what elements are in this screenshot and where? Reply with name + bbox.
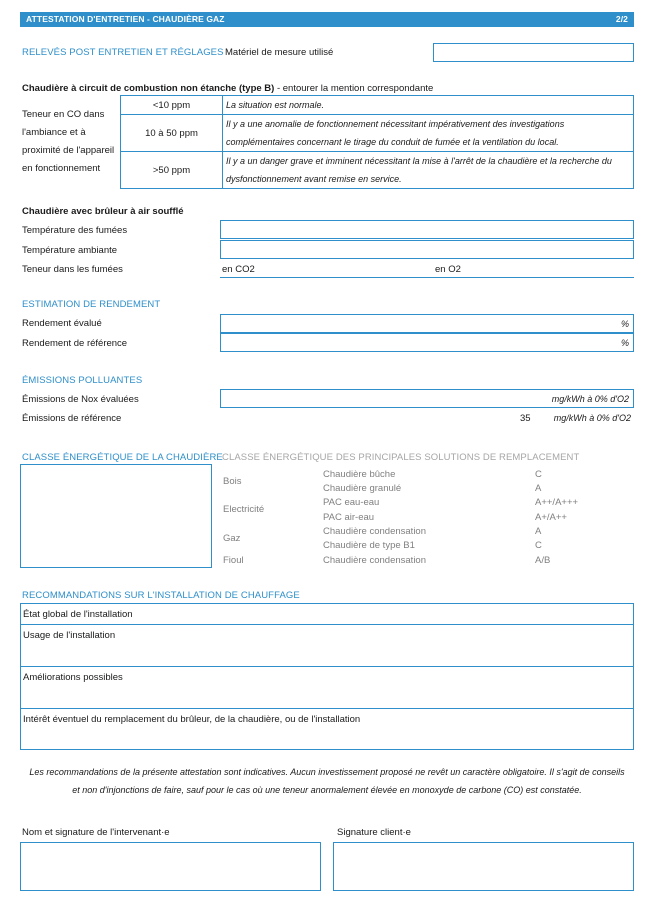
- etat-label: État global de l'installation: [23, 609, 133, 620]
- materiel-label: Matériel de mesure utilisé: [225, 47, 334, 58]
- document-title: ATTESTATION D'ENTRETIEN - CHAUDIÈRE GAZ: [26, 14, 225, 24]
- temp-fumees-input[interactable]: [220, 220, 634, 239]
- solution-class: C: [535, 469, 542, 480]
- energy-label-fioul: Fioul: [223, 555, 244, 566]
- classe-remplacement-title: CLASSE ÉNERGÉTIQUE DES PRINCIPALES SOLUTIONS DE REMPLACEMENT: [222, 452, 580, 463]
- energy-label-electricite: Electricité: [223, 504, 265, 515]
- solution-class: A/B: [535, 555, 551, 566]
- co-range-cell[interactable]: >50 ppm: [121, 152, 223, 189]
- rendement-reference-label: Rendement de référence: [22, 338, 128, 349]
- disclaimer-note: Les recommandations de la présente attestation sont indicatives. Aucun investissement proposé ne revêt un caractère obligatoire. Il s'agit de conseils et non d'injonctions de faire, sauf pour le cas où une teneur anormalement élevée en monoxyde de carbone (CO) est constatée.: [29, 767, 625, 795]
- co2-label: en CO2: [222, 264, 255, 275]
- classe-chaudiere-title: CLASSE ÉNERGÉTIQUE DE LA CHAUDIÈRE: [22, 452, 223, 463]
- o2-label: en O2: [435, 264, 461, 275]
- materiel-input[interactable]: [433, 43, 634, 62]
- co-message-cell: Il y a une anomalie de fonctionnement nécessitant impérativement des investigations complémentaires concernant le tirage du conduit de fumée et la ventilation du local.: [223, 115, 634, 152]
- rendement-evalue-unit: %: [620, 319, 629, 329]
- emissions-ref-value: 35: [520, 413, 531, 424]
- co-message-cell: Il y a un danger grave et imminent nécessitant la mise à l'arrêt de la chaudière et la recherche du dysfonctionnement avant remise en service.: [223, 152, 634, 189]
- solution-class: A+/A++: [535, 512, 567, 523]
- solution-name: Chaudière de type B1: [323, 540, 415, 551]
- signature-intervenant-box[interactable]: [20, 842, 321, 891]
- rendement-evalue-label: Rendement évalué: [22, 318, 102, 329]
- solution-class: A++/A+++: [535, 497, 579, 508]
- interet-input[interactable]: [21, 709, 633, 749]
- co-range-cell[interactable]: <10 ppm: [121, 96, 223, 115]
- solution-class: A: [535, 526, 542, 537]
- signature-intervenant-label: Nom et signature de l'intervenant·e: [22, 827, 170, 838]
- co-row: [121, 152, 634, 189]
- releves-section-title: RELEVÉS POST ENTRETIEN ET RÉGLAGES: [22, 47, 224, 58]
- interet-label: Intérêt éventuel du remplacement du brûleur, de la chaudière, ou de l'installation: [23, 714, 361, 725]
- solution-class: C: [535, 540, 542, 551]
- solution-name: Chaudière bûche: [323, 469, 396, 480]
- nox-label: Émissions de Nox évaluées: [22, 394, 139, 405]
- solution-name: Chaudière condensation: [323, 555, 426, 566]
- solution-class: A: [535, 483, 542, 494]
- emissions-ref-label: Émissions de référence: [22, 413, 122, 424]
- emissions-section-title: ÉMISSIONS POLLUANTES: [22, 375, 143, 386]
- nox-input[interactable]: [220, 389, 634, 408]
- nox-unit: mg/kWh à 0% d'O2: [551, 394, 629, 404]
- signature-client-label: Signature client·e: [337, 827, 411, 838]
- classe-chaudiere-box[interactable]: [20, 464, 212, 568]
- rendement-evalue-input[interactable]: [220, 314, 634, 333]
- rendement-section-title: ESTIMATION DE RENDEMENT: [22, 299, 161, 310]
- co-row: [121, 96, 634, 115]
- rendement-reference-unit: %: [620, 338, 629, 348]
- temp-fumees-label: Température des fumées: [22, 225, 128, 236]
- type-b-title-main: Chaudière à circuit de combustion non étanche (type B): [22, 83, 275, 94]
- teneur-underline: [220, 277, 634, 278]
- usage-label: Usage de l'installation: [23, 630, 116, 641]
- signature-client-box[interactable]: [333, 842, 634, 891]
- co-row: [121, 115, 634, 152]
- ameliorations-label: Améliorations possibles: [23, 672, 123, 683]
- usage-input[interactable]: [21, 625, 633, 666]
- co-message-cell: La situation est normale.: [223, 96, 634, 115]
- temp-ambiante-input[interactable]: [220, 240, 634, 259]
- recommandations-section-title: RECOMMANDATIONS SUR L'INSTALLATION DE CHAUFFAGE: [22, 590, 300, 601]
- solution-name: Chaudière condensation: [323, 526, 426, 537]
- teneur-fumees-label: Teneur dans les fumées: [22, 264, 123, 275]
- rendement-reference-input[interactable]: [220, 333, 634, 352]
- ameliorations-input[interactable]: [21, 667, 633, 708]
- co-table: [120, 95, 634, 189]
- page-header: [20, 12, 634, 27]
- co-side-label: Teneur en CO dans l'ambiance et à proximité de l'appareil en fonctionnement: [22, 109, 115, 174]
- energy-label-bois: Bois: [223, 476, 242, 487]
- type-b-title: [22, 83, 433, 94]
- solution-name: PAC air-eau: [323, 512, 375, 523]
- emissions-ref-unit: mg/kWh à 0% d'O2: [553, 413, 631, 423]
- co-range-cell[interactable]: 10 à 50 ppm: [121, 115, 223, 152]
- page-number: 2/2: [615, 14, 628, 24]
- type-b-title-suffix: - entourer la mention correspondante: [274, 83, 434, 94]
- solution-name: PAC eau-eau: [323, 497, 380, 508]
- souffle-title: Chaudière avec brûleur à air soufflé: [22, 206, 184, 217]
- energy-label-gaz: Gaz: [223, 533, 241, 544]
- solution-name: Chaudière granulé: [323, 483, 402, 494]
- temp-ambiante-label: Température ambiante: [22, 245, 118, 256]
